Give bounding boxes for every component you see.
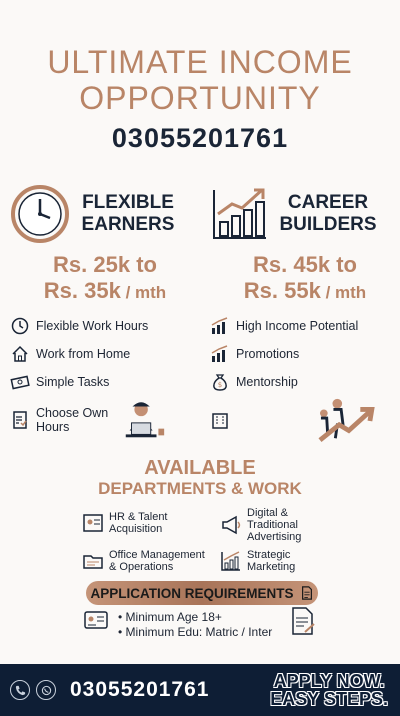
phone-icon[interactable] [10,680,30,700]
flexible-earners-header [10,182,200,246]
id-card-icon [84,610,108,630]
contact-icons [10,680,62,700]
requirement-item: • Minimum Age 18+ [118,610,222,624]
department-item [82,549,212,573]
svg-text:$: $ [217,381,223,389]
list-item [10,340,200,368]
list-item [210,340,400,368]
requirements-title: APPLICATION REQUIREMENTS [90,585,294,601]
cash-icon [10,372,30,392]
building-icon [210,410,230,430]
career-title-line2: BUILDERS [279,214,377,235]
hr-icon [82,512,104,534]
department-item [82,511,212,535]
clock-icon [10,184,70,244]
headline [0,44,400,116]
headline-line1: ULTIMATE INCOME [47,44,353,80]
department-item [220,507,340,543]
work-hours-icon [10,316,30,336]
flexible-salary-line1: Rs. 25k to [53,252,157,277]
flexible-earners-column [10,182,200,444]
career-title-line1: CAREER [287,192,369,213]
laptop-worker-icon [120,396,168,444]
list-item [10,312,200,340]
available-line1: AVAILABLE [144,457,256,479]
footer-bar [0,664,400,716]
career-salary-line1: Rs. 45k to [253,252,357,277]
list-item [10,368,200,396]
list-item [210,312,400,340]
flexible-salary-unit: / mth [120,283,167,302]
feature-label: Mentorship [236,375,298,389]
department-label: Strategic Marketing [247,549,296,573]
apply-line1: APPLY NOW. [273,671,385,691]
department-label: Office Management & Operations [109,549,205,573]
requirement-item: • Minimum Edu: Matric / Inter [118,625,273,639]
available-departments-heading [0,457,400,499]
career-builders-header [210,182,400,246]
feature-label: Simple Tasks [36,375,110,389]
flexible-title-line1: FLEXIBLE [82,192,174,213]
flexible-features [10,312,200,444]
checklist-icon [10,410,30,430]
application-requirements-banner [86,581,318,605]
department-label: HR & Talent Acquisition [109,511,168,535]
feature-label: Choose Own Hours [36,406,109,434]
department-item [220,549,340,573]
growth-icon [210,316,230,336]
list-item [10,396,200,444]
office-folder-icon [82,550,104,572]
megaphone-icon [220,514,242,536]
marketing-chart-icon [220,550,242,572]
document-icon [300,586,314,600]
list-item [210,368,400,396]
home-icon [10,344,30,364]
footer-phone-number[interactable]: 03055201761 [70,678,210,701]
bar-chart-icon [210,184,270,244]
list-item [210,396,400,444]
growth-icon [210,344,230,364]
flexible-salary [10,252,200,306]
department-label: Digital & Traditional Advertising [247,507,302,543]
feature-label: High Income Potential [236,319,359,333]
phone-number[interactable]: 03055201761 [111,123,289,153]
climbing-person-icon [310,396,378,444]
career-salary [210,252,400,306]
available-line2: DEPARTMENTS & WORK [98,479,302,498]
headline-line2: OPPORTUNITY [79,80,321,116]
feature-label: Work from Home [36,347,131,361]
apply-now-text [270,672,388,708]
career-salary-unit: / mth [320,283,367,302]
document-icon [290,606,316,636]
career-salary-line2: Rs. 55k [243,278,321,303]
career-builders-column [210,182,400,444]
feature-label: Flexible Work Hours [36,319,149,333]
feature-label: Promotions [236,347,300,361]
flexible-salary-line2: Rs. 35k [43,278,121,303]
flexible-title-line2: EARNERS [81,214,175,235]
money-bag-icon [210,372,230,392]
apply-line2: EASY STEPS. [270,689,388,709]
whatsapp-icon[interactable] [36,680,56,700]
requirements-list [118,610,272,640]
career-features [210,312,400,444]
